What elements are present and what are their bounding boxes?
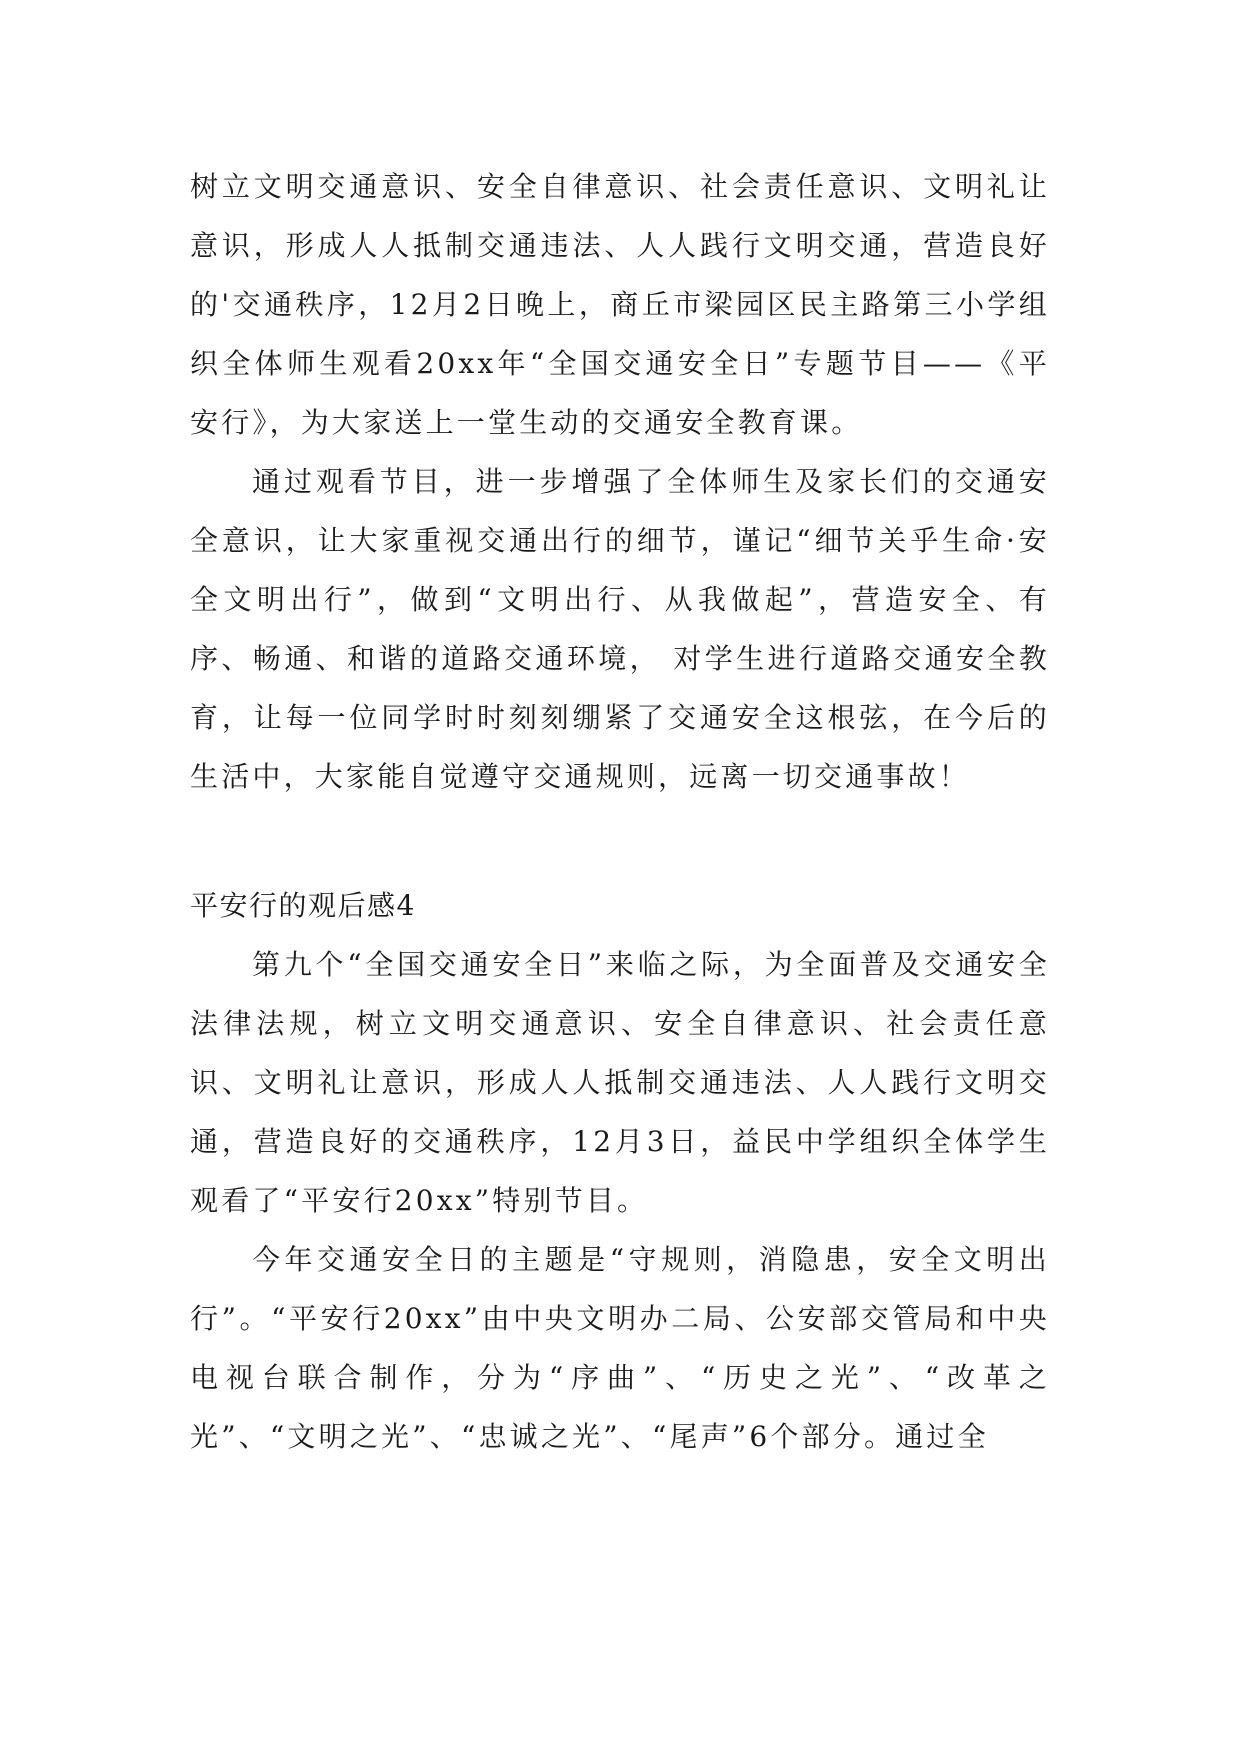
- paragraph-theme: 今年交通安全日的主题是“守规则，消隐患，安全文明出行”。“平安行20xx”由中央文明办二局、公安部交管局和中央电视台联合制作，分为“序曲”、“历史之光”、“改革之光”、“文明之光”、“忠诚之光”、“尾声”6个部分。通过全: [190, 1243, 1050, 1453]
- paragraph-continuation: 树立文明交通意识、安全自律意识、社会责任意识、文明礼让意识，形成人人抵制交通违法、人人践行文明交通，营造良好的'交通秩序，12月2日晚上，商丘市梁园区民主路第三小学组织全体师生观看20xx年“全国交通安全日”专题节目——《平安行》，为大家送上一堂生动的交通安全教育课。: [190, 170, 1050, 439]
- document-body: [190, 157, 1050, 1466]
- paragraph-viewing-summary: 通过观看节目，进一步增强了全体师生及家长们的交通安全意识，让大家重视交通出行的细节，谨记“细节关乎生命·安全文明出行”，做到“文明出行、从我做起”，营造安全、有序、畅通、和谐的道路交通环境， 对学生进行道路交通安全教育，让每一位同学时时刻刻绷紧了交通安全这根弦，在今后的生活中，大家能自觉遵守交通规则，远离一切交通事故！: [190, 465, 1050, 793]
- paragraph-intro: 第九个“全国交通安全日”来临之际，为全面普及交通安全法律法规，树立文明交通意识、安全自律意识、社会责任意识、文明礼让意识，形成人人抵制交通违法、人人践行文明交通，营造良好的交通秩序，12月3日，益民中学组织全体学生观看了“平安行20xx”特别节目。: [190, 948, 1050, 1217]
- section-heading: 平安行的观后感4: [190, 889, 416, 922]
